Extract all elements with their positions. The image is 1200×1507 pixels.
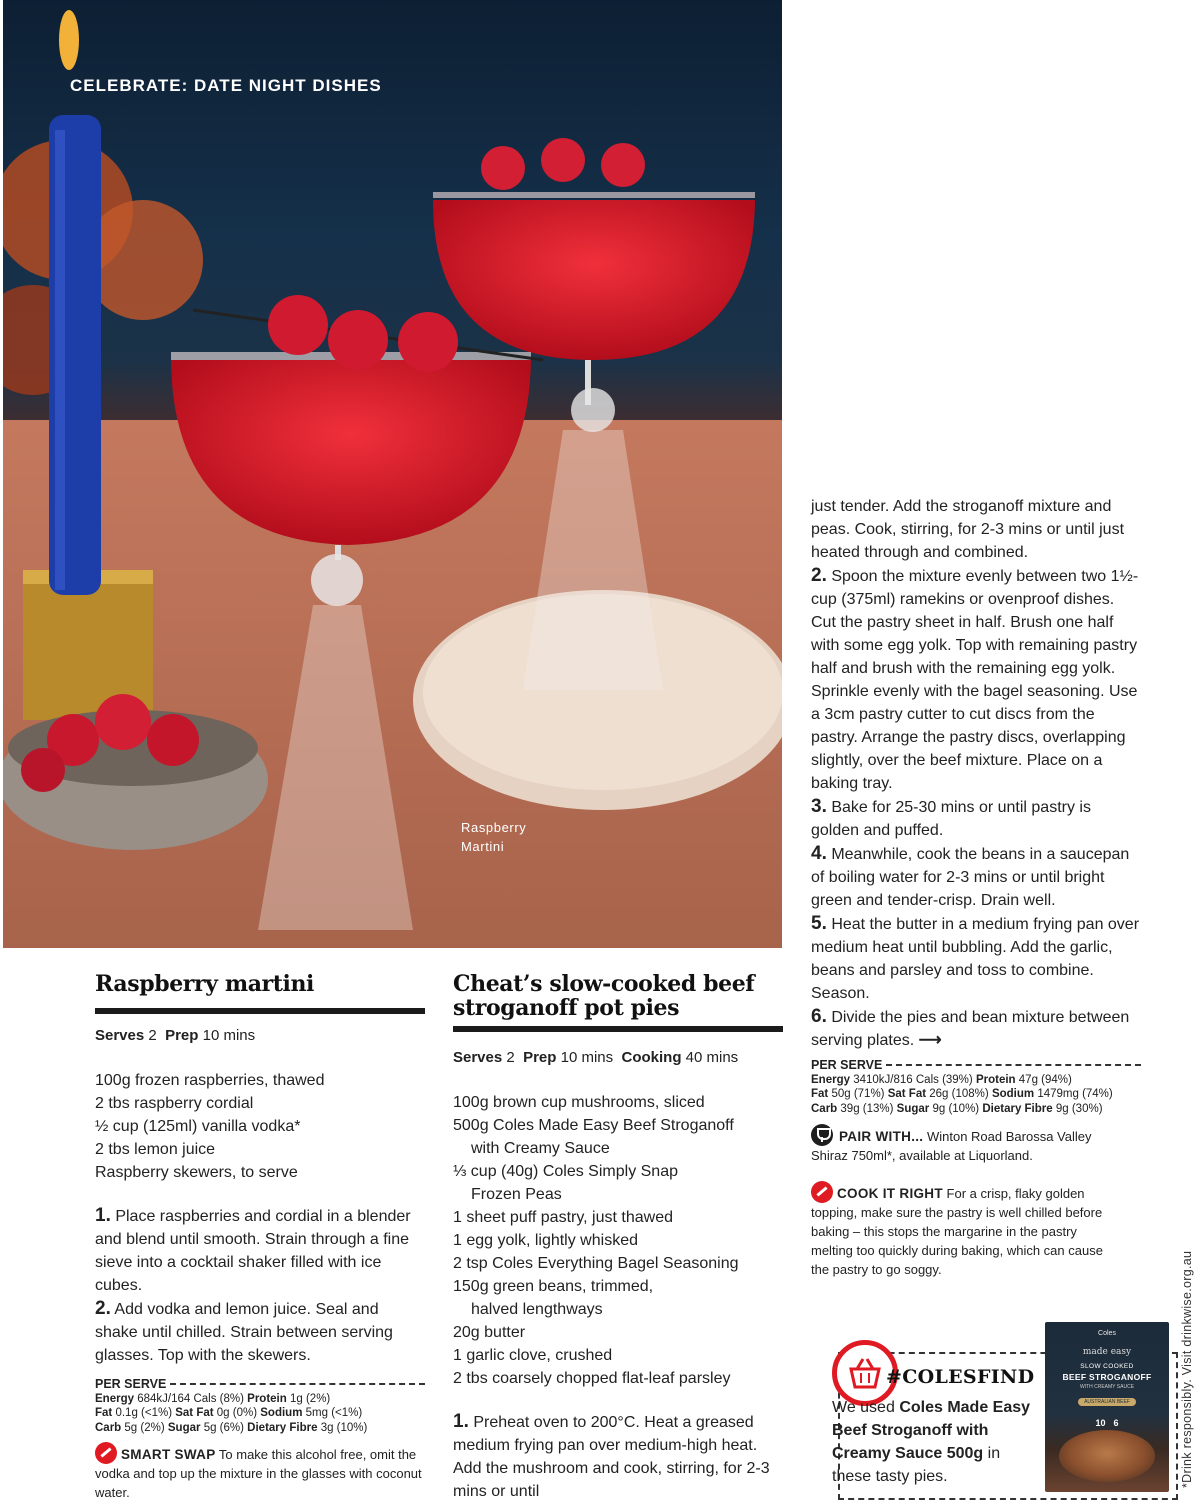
pack-slow: SLOW COOKED [1080, 1363, 1134, 1370]
martini-ingredients [95, 1069, 425, 1184]
method-step [95, 1204, 425, 1297]
ingredient: 2 tbs raspberry cordial [95, 1095, 254, 1112]
coles-find-hashtag: #COLESFIND [886, 1366, 1035, 1388]
pack-numbers: 10 6 [1095, 1418, 1119, 1428]
pair-text: Winton Road Barossa Valley Shiraz 750ml*, available at Liquorland. [811, 1129, 1092, 1163]
pack-badge: AUSTRALIAN BEEF [1078, 1398, 1136, 1406]
pack-brand: Coles [1098, 1330, 1116, 1337]
step-text: Place raspberries and cordial in a blender and blend until smooth. Strain through a fine sieve into a cocktail shaker filled with ice cubes. [95, 1208, 411, 1294]
method-step [811, 795, 1141, 842]
ingredient: 2 tsp Coles Everything Bagel Seasoning [453, 1255, 739, 1272]
ingredient: 20g butter [453, 1324, 526, 1341]
stroganoff-title: Cheat’s slow-cooked beef stroganoff pot pies [453, 971, 755, 1021]
pack-bowl-image [1059, 1430, 1155, 1482]
stroganoff-meta [453, 1046, 783, 1069]
method-step [453, 1410, 783, 1503]
serves-label: Serves [95, 1027, 145, 1044]
pack-name: BEEF STROGANOFF [1062, 1372, 1152, 1382]
ingredient: 500g Coles Made Easy Beef Stroganoff [453, 1117, 734, 1134]
wine-glass-icon [811, 1124, 833, 1146]
ingredient: 1 garlic clove, crushed [453, 1347, 613, 1364]
step-text: Bake for 25-30 mins or until pastry is golden and puffed. [811, 799, 1091, 839]
raspberry-martini-illustration [3, 0, 782, 948]
stroganoff-method-cont [811, 495, 1141, 1279]
step-text: Spoon the mixture evenly between two 1½-cup (375ml) ramekins or ovenproof dishes. Cut the pastry sheet in half. Brush one half with some egg yolk. Top with remaining pastry half and brush with the remaining egg yolk. Sprinkle evenly with the bagel seasoning. Use a 3cm pastry cutter to cut discs from the pastry. Arrange the pastry discs, overlapping slightly, over the beef mixture. Place on a baking tray. [811, 568, 1139, 792]
prep-value: 10 mins [560, 1049, 614, 1066]
cooking-value: 40 mins [685, 1049, 739, 1066]
hero-photo [3, 0, 782, 948]
step-text: Meanwhile, cook the beans in a saucepan of boiling water for 2-3 mins or until bright green and tender-crisp. Drain well. [811, 846, 1130, 909]
step-number: 2. [95, 1298, 111, 1319]
step-number: 5. [811, 913, 827, 934]
step-number: 1. [453, 1411, 469, 1432]
prep-value: 10 mins [202, 1027, 256, 1044]
tip-text: To make this alcohol free, omit the vodka and top up the mixture in the glasses with coconut water. [95, 1447, 422, 1500]
per-serve-heading: PER SERVE [811, 1058, 1141, 1073]
coles-find-box [832, 1330, 1178, 1500]
section-label: CELEBRATE: DATE NIGHT DISHES [70, 76, 382, 95]
stroganoff-column [453, 972, 783, 1503]
prep-label: Prep [165, 1027, 199, 1044]
ingredient: 1 egg yolk, lightly whisked [453, 1232, 638, 1249]
pair-label: PAIR WITH... [839, 1129, 924, 1144]
method-step [811, 912, 1141, 1005]
martini-meta [95, 1024, 425, 1047]
nutrition-row: Carb 39g (13%) Sugar 9g (10%) Dietary Fibre 9g (30%) [811, 1102, 1103, 1115]
serves-value: 2 [148, 1027, 157, 1044]
martini-steps [95, 1204, 425, 1367]
ingredient: 150g green beans, trimmed, [453, 1278, 654, 1295]
per-serve-heading: PER SERVE [95, 1377, 425, 1392]
ingredient: 2 tbs lemon juice [95, 1141, 216, 1158]
step-number: 2. [811, 565, 827, 586]
step-text: Heat the butter in a medium frying pan over medium heat until bubbling. Add the garlic, beans and parsley and toss to combine. Season. [811, 916, 1140, 1002]
ingredient: halved lengthways [471, 1301, 603, 1318]
step-text: Preheat oven to 200°C. Heat a greased medium frying pan over medium-high heat. Add the mushroom and cook, stirring, for 2-3 mins or until [453, 1414, 770, 1500]
tip-label: SMART SWAP [121, 1447, 216, 1462]
tip-label: COOK IT RIGHT [837, 1186, 943, 1201]
method-step [811, 564, 1141, 795]
martini-title: Raspberry martini [95, 971, 315, 997]
method-step [95, 1297, 425, 1367]
ingredient: 1 sheet puff pastry, just thawed [453, 1209, 673, 1226]
ingredient: ⅓ cup (40g) Coles Simply Snap [453, 1163, 678, 1180]
ingredient: 100g brown cup mushrooms, sliced [453, 1094, 705, 1111]
ingredient: Raspberry skewers, to serve [95, 1164, 298, 1181]
nutrition-row: Fat 50g (71%) Sat Fat 26g (108%) Sodium 1479mg (74%) [811, 1088, 1113, 1100]
ingredient: 100g frozen raspberries, thawed [95, 1072, 325, 1089]
method-step [811, 842, 1141, 912]
cook-it-right-tip [811, 1181, 1121, 1279]
continue-arrow-icon: ⟶ [918, 1032, 942, 1049]
martini-column [95, 972, 425, 1502]
product-pack-image [1045, 1322, 1169, 1492]
martini-rule [95, 1008, 425, 1014]
step-number: 1. [95, 1205, 111, 1226]
serves-label: Serves [453, 1049, 503, 1066]
step-number: 4. [811, 843, 827, 864]
photo-caption: Raspberry Martini [461, 820, 527, 854]
cooking-label: Cooking [621, 1049, 682, 1066]
nutrition-row: Energy 684kJ/164 Cals (8%) Protein 1g (2%) [95, 1392, 331, 1405]
step-text-continued: just tender. Add the stroganoff mixture and peas. Cook, stirring, for 2-3 mins or until just heated through and combined. [811, 498, 1125, 561]
stroganoff-ingredients [453, 1091, 783, 1390]
pair-with [811, 1124, 1131, 1165]
ingredient: Frozen Peas [471, 1186, 562, 1203]
drinkwise-note: *Drink responsibly. Visit drinkwise.org.au [1180, 1250, 1194, 1488]
stroganoff-rule [453, 1026, 783, 1032]
nutrition-row: Carb 5g (2%) Sugar 5g (6%) Dietary Fibre 3g (10%) [95, 1421, 368, 1434]
nutrition-row: Energy 3410kJ/816 Cals (39%) Protein 47g (94%) [811, 1073, 1072, 1086]
cook-it-right-icon [811, 1181, 833, 1203]
tip-text: For a crisp, flaky golden topping, make sure the pastry is well chilled before baking – this stops the margarine in the pastry melting too quickly during baking, which can cause the pastry to go soggy. [811, 1186, 1103, 1277]
pack-line: made easy [1082, 1347, 1132, 1357]
prep-label: Prep [523, 1049, 557, 1066]
step-number: 3. [811, 796, 827, 817]
coles-find-text: We used Coles Made Easy Beef Stroganoff with Creamy Sauce 500g in these tasty pies. [832, 1399, 1031, 1485]
step-text: Divide the pies and bean mixture between serving plates. [811, 1009, 1130, 1049]
stroganoff-per-serve [811, 1058, 1141, 1116]
nutrition-row: Fat 0.1g (<1%) Sat Fat 0g (0%) Sodium 5mg (<1%) [95, 1407, 363, 1419]
step-number: 6. [811, 1006, 827, 1027]
step-text: Add vodka and lemon juice. Seal and shake until chilled. Strain between serving glasses. Top with the skewers. [95, 1301, 393, 1364]
smart-swap-icon [95, 1442, 117, 1464]
martini-per-serve [95, 1377, 425, 1435]
ingredient: 2 tbs coarsely chopped flat-leaf parsley [453, 1370, 731, 1387]
method-step [811, 1005, 1141, 1052]
ingredient: with Creamy Sauce [471, 1140, 610, 1157]
ingredient: ½ cup (125ml) vanilla vodka* [95, 1118, 301, 1135]
smart-swap-tip [95, 1442, 425, 1502]
serves-value: 2 [506, 1049, 515, 1066]
pack-sub: WITH CREAMY SAUCE [1079, 1384, 1135, 1390]
